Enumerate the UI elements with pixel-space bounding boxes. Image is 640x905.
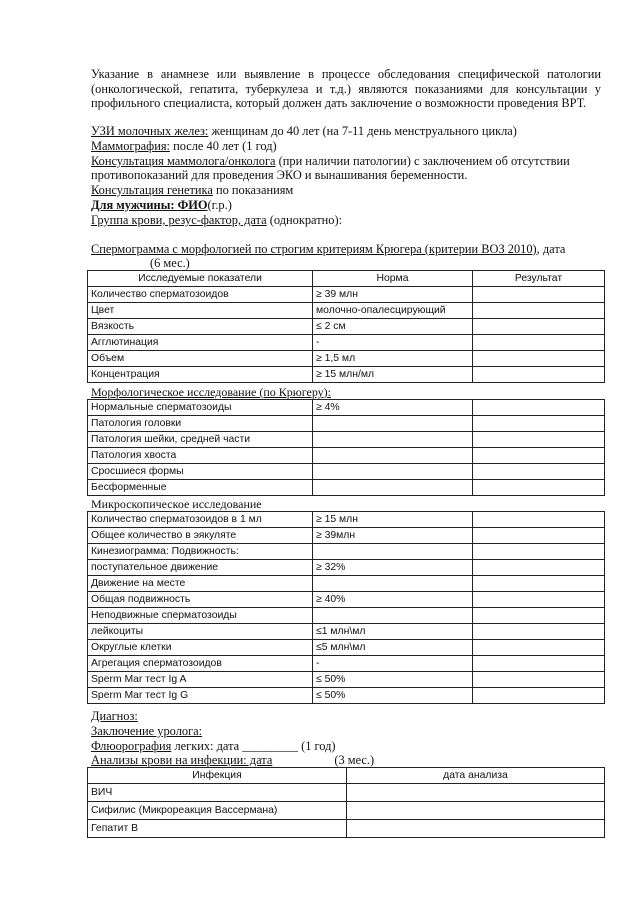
infection-cell: Гепатит В bbox=[88, 820, 347, 838]
indicator-cell: Патология головки bbox=[88, 416, 313, 432]
result-cell[interactable] bbox=[473, 672, 605, 688]
indicator-cell: поступательное движение bbox=[88, 560, 313, 576]
result-cell[interactable] bbox=[473, 688, 605, 704]
genetic-text: по показаниям bbox=[212, 183, 294, 197]
indicator-cell: Бесформенные bbox=[88, 480, 313, 496]
mammolog-label: Консультация маммолога/онколога bbox=[91, 154, 276, 168]
blood-infection-label: Анализы крови на инфекции: bbox=[91, 753, 247, 767]
urologist-label: Заключение уролога: bbox=[91, 724, 203, 738]
microscopy-table bbox=[87, 511, 605, 704]
fluorography-label: Флюорография bbox=[91, 739, 172, 753]
norm-cell bbox=[313, 480, 473, 496]
result-cell[interactable] bbox=[473, 608, 605, 624]
table-row bbox=[88, 784, 605, 802]
indicator-cell: Движение на месте bbox=[88, 576, 313, 592]
norm-cell bbox=[313, 576, 473, 592]
blood-infection-text: дата bbox=[246, 753, 273, 767]
indicator-cell: Цвет bbox=[88, 303, 313, 319]
spermogram-line bbox=[91, 242, 565, 256]
norm-cell: ≥ 1,5 мл bbox=[313, 351, 473, 367]
result-cell[interactable] bbox=[473, 367, 605, 383]
mammolog-line bbox=[91, 154, 570, 168]
result-cell[interactable] bbox=[473, 592, 605, 608]
table-row bbox=[88, 448, 605, 464]
result-cell[interactable] bbox=[473, 480, 605, 496]
indicator-cell: Концентрация bbox=[88, 367, 313, 383]
table-header-row bbox=[88, 271, 605, 287]
table-header-row bbox=[88, 768, 605, 784]
table-row bbox=[88, 672, 605, 688]
result-cell[interactable] bbox=[473, 512, 605, 528]
table-row bbox=[88, 592, 605, 608]
norm-cell bbox=[313, 544, 473, 560]
mammolog-line-2: противопоказаний для проведения ЭКО и вынашивания беременности. bbox=[91, 168, 468, 182]
infection-table bbox=[87, 767, 605, 838]
result-cell[interactable] bbox=[473, 400, 605, 416]
table-row bbox=[88, 624, 605, 640]
urologist-line bbox=[91, 724, 202, 738]
table-row bbox=[88, 512, 605, 528]
blood-group-line bbox=[91, 213, 342, 227]
table-row bbox=[88, 688, 605, 704]
table-row bbox=[88, 367, 605, 383]
result-cell[interactable] bbox=[473, 560, 605, 576]
norm-cell: ≤ 50% bbox=[313, 672, 473, 688]
men-heading-suffix: (г.р.) bbox=[207, 198, 232, 212]
norm-cell bbox=[313, 608, 473, 624]
indicator-cell: лейкоциты bbox=[88, 624, 313, 640]
norm-cell: ≥ 39млн bbox=[313, 528, 473, 544]
blood-group-text: (однократно): bbox=[266, 213, 343, 227]
norm-cell: молочно-опалесцирующий bbox=[313, 303, 473, 319]
norm-cell: - bbox=[313, 335, 473, 351]
header-infection: Инфекция bbox=[88, 768, 347, 784]
norm-cell bbox=[313, 448, 473, 464]
table-row bbox=[88, 416, 605, 432]
indicator-cell: Округлые клетки bbox=[88, 640, 313, 656]
result-cell[interactable] bbox=[473, 528, 605, 544]
table-row bbox=[88, 400, 605, 416]
norm-cell: ≤5 млн\мл bbox=[313, 640, 473, 656]
norm-cell: ≤ 50% bbox=[313, 688, 473, 704]
table-row bbox=[88, 640, 605, 656]
table-row bbox=[88, 287, 605, 303]
mammolog-text: (при наличии патологии) с заключением об отсутствии bbox=[275, 154, 570, 168]
norm-cell: ≤ 2 см bbox=[313, 319, 473, 335]
indicator-cell: Кинезиограмма: Подвижность: bbox=[88, 544, 313, 560]
indicator-cell: Сросшиеся формы bbox=[88, 464, 313, 480]
mammography-label: Маммография: bbox=[91, 139, 170, 153]
result-cell[interactable] bbox=[473, 287, 605, 303]
blood-infection-period: (3 мес.) bbox=[334, 753, 375, 767]
table-row bbox=[88, 576, 605, 592]
blood-group-label: Группа крови, резус-фактор, дата bbox=[91, 213, 267, 227]
diagnosis-label: Диагноз: bbox=[91, 709, 138, 723]
men-heading-fio: ФИО bbox=[177, 198, 208, 212]
table-row bbox=[88, 544, 605, 560]
men-heading-prefix: Для мужчины: bbox=[91, 198, 178, 212]
diagnosis-line bbox=[91, 709, 138, 723]
table-row bbox=[88, 319, 605, 335]
genetic-line bbox=[91, 183, 293, 197]
table-row bbox=[88, 303, 605, 319]
table-row bbox=[88, 528, 605, 544]
microscopy-title: Микроскопическое исследование bbox=[91, 497, 262, 511]
indicator-cell: Агрегация сперматозоидов bbox=[88, 656, 313, 672]
indicator-cell: Общее количество в эякуляте bbox=[88, 528, 313, 544]
result-cell[interactable] bbox=[473, 544, 605, 560]
table-row bbox=[88, 432, 605, 448]
indicator-cell: Количество сперматозоидов bbox=[88, 287, 313, 303]
table-row bbox=[88, 820, 605, 838]
indicator-cell: Sperm Mar тест Ig A bbox=[88, 672, 313, 688]
indicator-cell: Общая подвижность bbox=[88, 592, 313, 608]
norm-cell: ≥ 40% bbox=[313, 592, 473, 608]
table-row bbox=[88, 656, 605, 672]
date-cell[interactable] bbox=[347, 802, 605, 820]
spermogram-label: Спермограмма с морфологией по строгим критериям Крюгера (критерии ВОЗ 2010) bbox=[91, 242, 537, 256]
norm-cell: - bbox=[313, 656, 473, 672]
fluorography-text: легких: дата _________ (1 год) bbox=[171, 739, 336, 753]
result-cell[interactable] bbox=[473, 351, 605, 367]
indicator-cell: Неподвижные сперматозоиды bbox=[88, 608, 313, 624]
table-row bbox=[88, 608, 605, 624]
result-cell[interactable] bbox=[473, 464, 605, 480]
result-cell[interactable] bbox=[473, 416, 605, 432]
morphology-title bbox=[91, 385, 331, 399]
table-row bbox=[88, 802, 605, 820]
infection-cell: Сифилис (Микрореакция Вассермана) bbox=[88, 802, 347, 820]
morphology-title-text: Морфологическое исследование (по Крюгеру): bbox=[91, 385, 331, 399]
indicator-cell: Агглютинация bbox=[88, 335, 313, 351]
norm-cell bbox=[313, 464, 473, 480]
norm-cell bbox=[313, 416, 473, 432]
date-cell[interactable] bbox=[347, 784, 605, 802]
blood-infection-line bbox=[91, 753, 374, 767]
indicator-cell: Объем bbox=[88, 351, 313, 367]
result-cell[interactable] bbox=[473, 319, 605, 335]
spermogram-table bbox=[87, 270, 605, 383]
indicator-cell: Патология хвоста bbox=[88, 448, 313, 464]
result-cell[interactable] bbox=[473, 303, 605, 319]
infection-cell: ВИЧ bbox=[88, 784, 347, 802]
result-cell[interactable] bbox=[473, 448, 605, 464]
norm-cell: ≥ 39 млн bbox=[313, 287, 473, 303]
result-cell[interactable] bbox=[473, 656, 605, 672]
date-cell[interactable] bbox=[347, 820, 605, 838]
uzi-label: УЗИ молочных желез: bbox=[91, 124, 209, 138]
norm-cell: ≤1 млн\мл bbox=[313, 624, 473, 640]
norm-cell bbox=[313, 432, 473, 448]
table-row bbox=[88, 351, 605, 367]
uzi-text: женщинам до 40 лет (на 7-11 день менструального цикла) bbox=[208, 124, 517, 138]
spermogram-text: , дата bbox=[536, 242, 566, 256]
mammography-line bbox=[91, 139, 277, 153]
indicator-cell: Sperm Mar тест Ig G bbox=[88, 688, 313, 704]
spermogram-period: (6 мес.) bbox=[150, 256, 190, 270]
norm-cell: ≥ 4% bbox=[313, 400, 473, 416]
intro-paragraph: Указание в анамнезе или выявление в процессе обследования специфической патологии (онкологической, гепатита, туберкулеза и т.д.) являются показаниями для консультации у профильного специалиста, который должен дать заключение о возможности проведения ВРТ. bbox=[91, 67, 601, 110]
indicator-cell: Патология шейки, средней части bbox=[88, 432, 313, 448]
table-row bbox=[88, 335, 605, 351]
uzi-line bbox=[91, 124, 517, 138]
result-cell[interactable] bbox=[473, 335, 605, 351]
table-row bbox=[88, 560, 605, 576]
result-cell[interactable] bbox=[473, 640, 605, 656]
norm-cell: ≥ 32% bbox=[313, 560, 473, 576]
morphology-table bbox=[87, 399, 605, 496]
header-result: Результат bbox=[473, 271, 605, 287]
header-analysis-date: дата анализа bbox=[347, 768, 605, 784]
norm-cell: ≥ 15 млн bbox=[313, 512, 473, 528]
table-row bbox=[88, 480, 605, 496]
indicator-cell: Количество сперматозоидов в 1 мл bbox=[88, 512, 313, 528]
norm-cell: ≥ 15 млн/мл bbox=[313, 367, 473, 383]
header-norm: Норма bbox=[313, 271, 473, 287]
indicator-cell: Вязкость bbox=[88, 319, 313, 335]
result-cell[interactable] bbox=[473, 432, 605, 448]
result-cell[interactable] bbox=[473, 576, 605, 592]
table-row bbox=[88, 464, 605, 480]
indicator-cell: Нормальные сперматозоиды bbox=[88, 400, 313, 416]
fluorography-line bbox=[91, 739, 336, 753]
genetic-label: Консультация генетика bbox=[91, 183, 213, 197]
header-indicator: Исследуемые показатели bbox=[88, 271, 313, 287]
result-cell[interactable] bbox=[473, 624, 605, 640]
mammography-text: после 40 лет (1 год) bbox=[169, 139, 277, 153]
men-heading bbox=[91, 198, 232, 212]
